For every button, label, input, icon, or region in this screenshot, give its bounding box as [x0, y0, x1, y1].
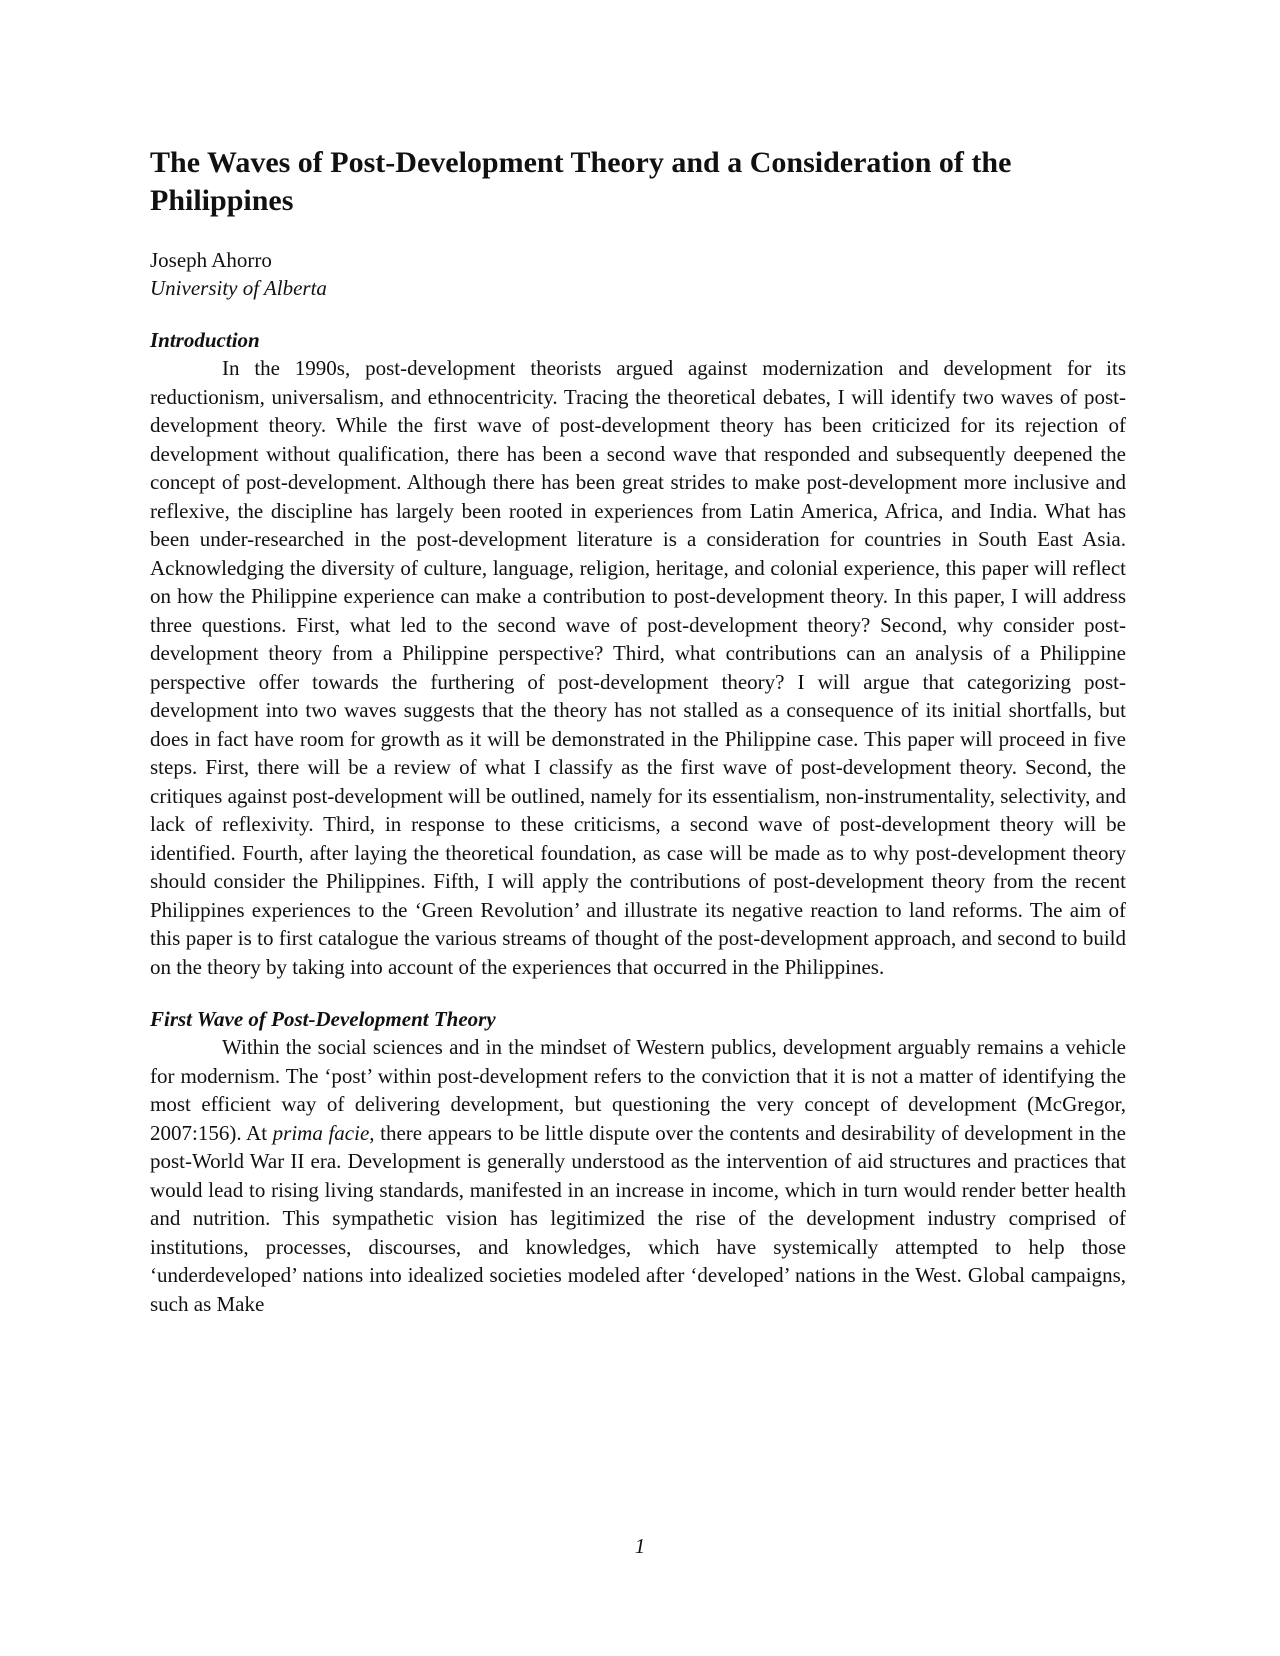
- first-wave-text-start: Within the social sciences and in the mindset of Western publics, development arguably remains a vehicle for modernism. The ‘post’ within post-development refers to the conviction that it is not a matter of identifying the most efficient way of delivering development, but questioning the very concept of development (McGregor, 2007:156). At: [150, 1035, 1126, 1145]
- section-heading-introduction: Introduction: [150, 328, 260, 352]
- paper-title: The Waves of Post-Development Theory and a Consideration of the Philippines: [150, 146, 1012, 217]
- first-wave-paragraph: [150, 1033, 1126, 1318]
- author-name: Joseph Ahorro: [150, 248, 272, 272]
- author-affiliation: University of Alberta: [150, 276, 327, 300]
- first-wave-text-end: , there appears to be little dispute over the contents and desirability of development in the post-World War II era. Development is generally understood as the intervention of aid structures and practices that would lead to rising living standards, manifested in an increase in income, which in turn would render better health and nutrition. This sympathetic vision has legitimized the rise of the development industry comprised of institutions, processes, discourses, and knowledges, which have systemically attempted to help those ‘underdeveloped’ nations into idealized societies modeled after ‘developed’ nations in the West. Global campaigns, such as Make: [150, 1120, 1127, 1316]
- document-page: [150, 144, 1126, 1318]
- page-number: 1: [634, 1534, 646, 1558]
- section-heading-first-wave: First Wave of Post-Development Theory: [150, 1007, 496, 1031]
- introduction-paragraph: In the 1990s, post-development theorists argued against modernization and development for its reductionism, universalism, and ethnocentricity. Tracing the theoretical debates, I will identify two waves of post-development theory. While the first wave of post-development theory has been criticized for its rejection of development without qualification, there has been a second wave that responded and subsequently deepened the concept of post-development. Although there has been great strides to make post-development more inclusive and reflexive, the discipline has largely been rooted in experiences from Latin America, Africa, and India. What has been under-researched in the post-development literature is a consideration for countries in South East Asia. Acknowledging the diversity of culture, language, religion, heritage, and colonial experience, this paper will reflect on how the Philippine experience can make a contribution to post-development theory. In this paper, I will address three questions. First, what led to the second wave of post-development theory? Second, why consider post-development theory from a Philippine perspective? Third, what contributions can an analysis of a Philippine perspective offer towards the furthering of post-development theory? I will argue that categorizing post-development into two waves suggests that the theory has not stalled as a consequence of its initial shortfalls, but does in fact have room for growth as it will be demonstrated in the Philippine case. This paper will proceed in five steps. First, there will be a review of what I classify as the first wave of post-development theory. Second, the critiques against post-development will be outlined, namely for its essentialism, non-instrumentality, selectivity, and lack of reflexivity. Third, in response to these criticisms, a second wave of post-development theory will be identified. Fourth, after laying the theoretical foundation, as case will be made as to why post-development theory should consider the Philippines. Fifth, I will apply the contributions of post-development theory from the recent Philippines experiences to the ‘Green Revolution’ and illustrate its negative reaction to land reforms. The aim of this paper is to first catalogue the various streams of thought of the post-development approach, and second to build on the theory by taking into account of the experiences that occurred in the Philippines.: [150, 356, 1126, 979]
- italic-latin-phrase: prima facie: [272, 1120, 370, 1145]
